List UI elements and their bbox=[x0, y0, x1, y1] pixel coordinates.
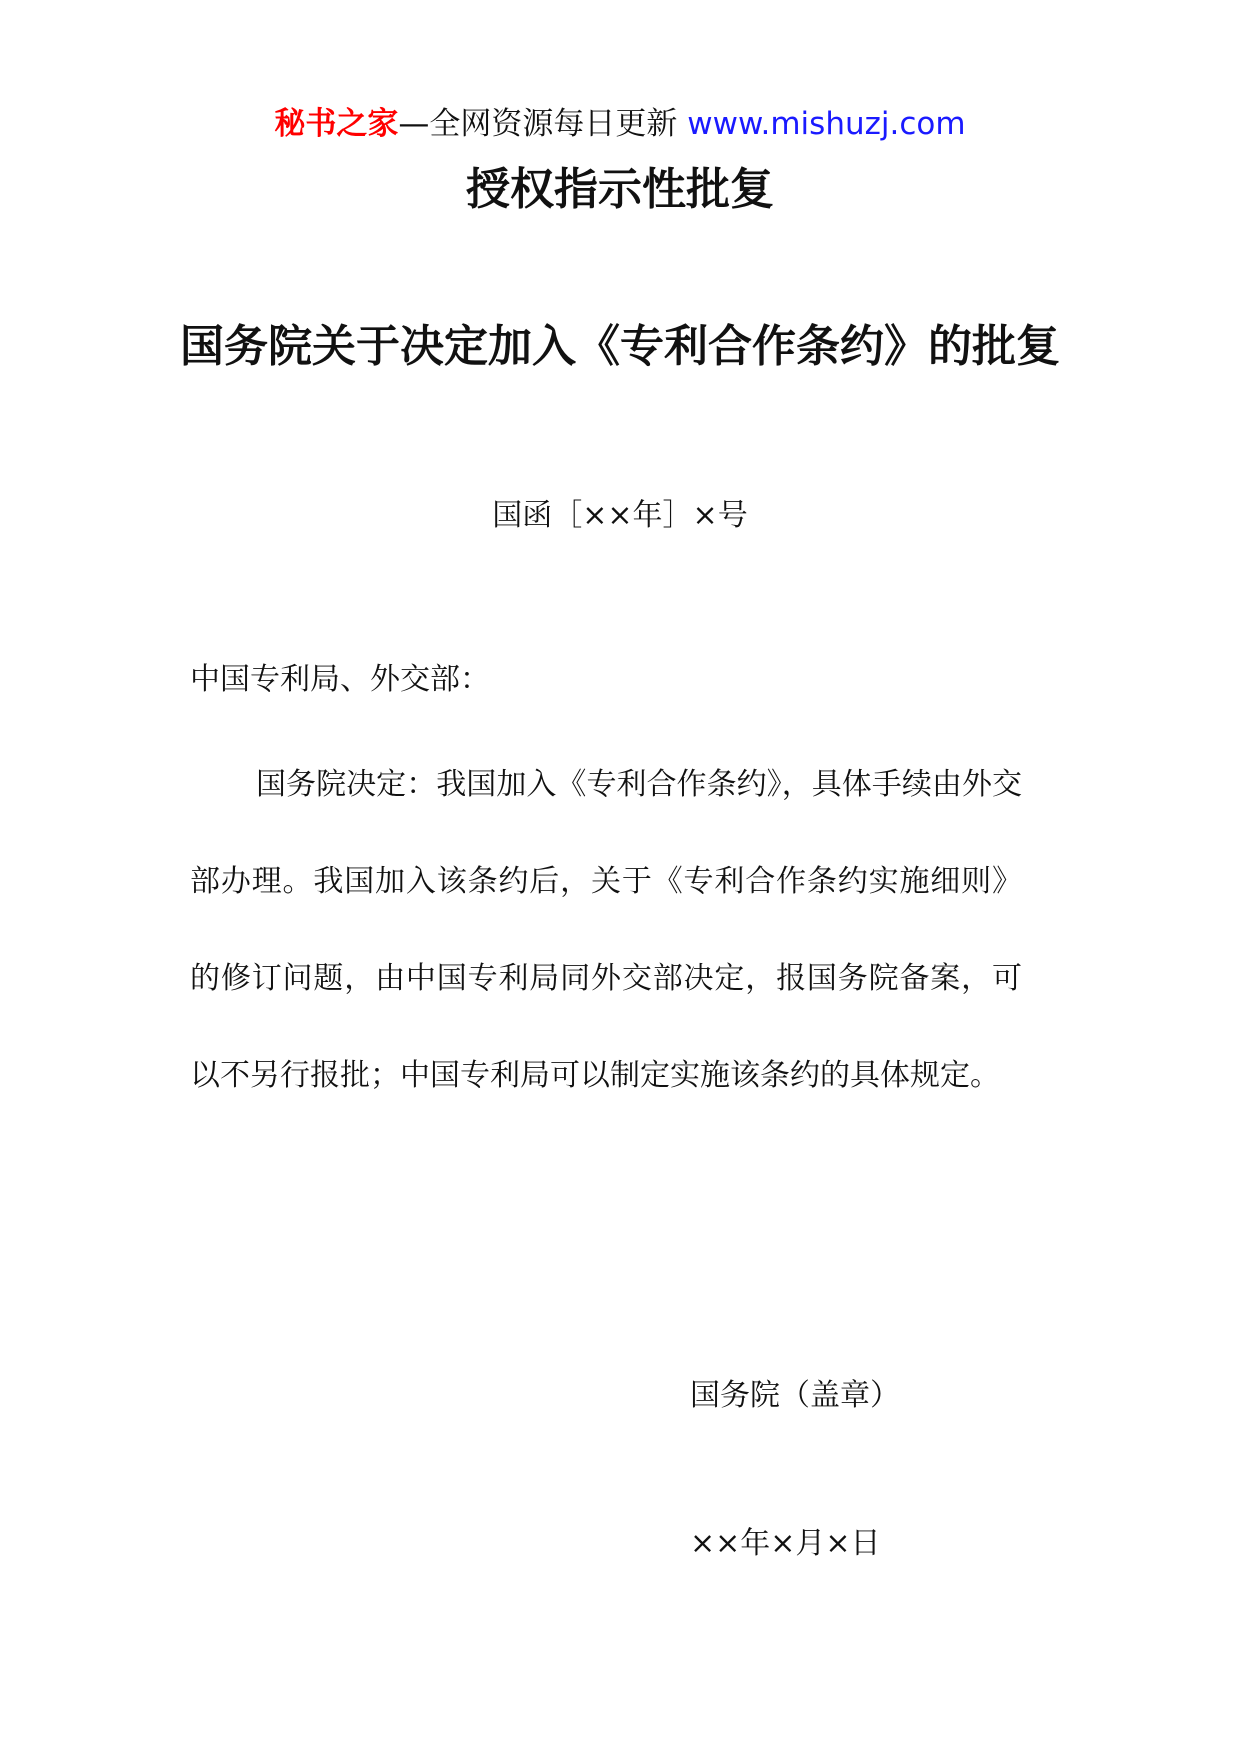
site-tagline: —全网资源每日更新 bbox=[398, 106, 678, 142]
document-date: ××年×月×日 bbox=[690, 1526, 881, 1561]
document-recipient: 中国专利局、外交部： bbox=[190, 662, 490, 697]
site-header bbox=[0, 100, 1240, 148]
document-category: 授权指示性批复 bbox=[466, 164, 774, 215]
document-title: 国务院关于决定加入《专利合作条约》的批复 bbox=[180, 321, 1060, 372]
document-signature: 国务院（盖章） bbox=[690, 1378, 900, 1413]
site-url-link[interactable]: www.mishuzj.com bbox=[687, 106, 966, 142]
document-number: 国函［××年］×号 bbox=[492, 498, 748, 533]
document-body: 国务院决定：我国加入《专利合作条约》，具体手续由外交部办理。我国加入该条约后，关于《专利合作条约实施细则》的修订问题，由中国专利局同外交部决定，报国务院备案，可以不另行报批；中国专利局可以制定实施该条约的具体规定。 bbox=[190, 767, 1022, 1093]
site-brand: 秘书之家 bbox=[274, 106, 399, 142]
